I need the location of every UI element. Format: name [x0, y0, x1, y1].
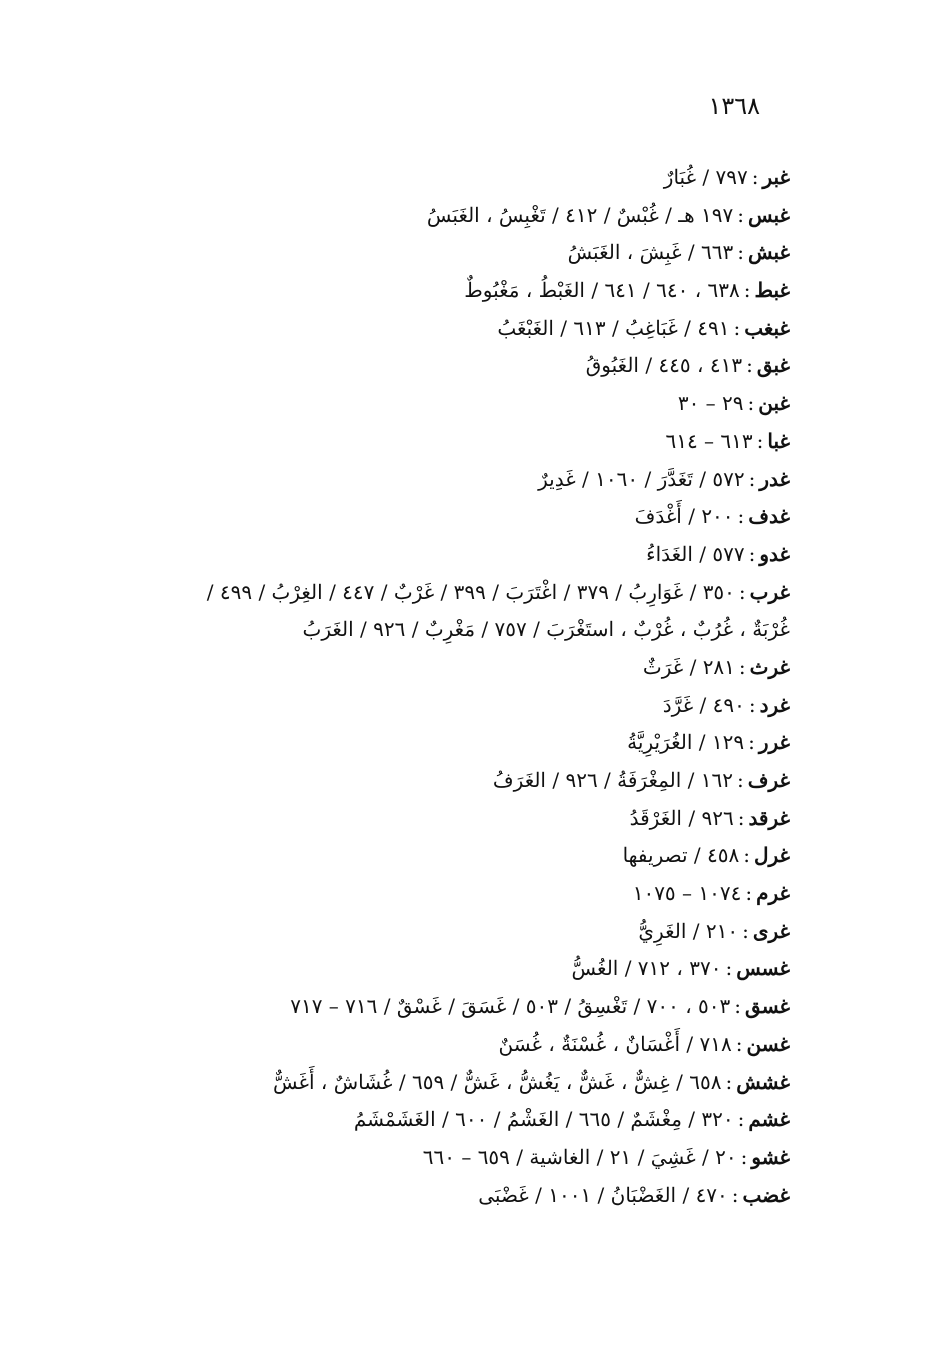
entry-references: ٥٧٧ / الغَدَاءُ	[646, 541, 745, 566]
root-separator: :	[756, 428, 764, 453]
entry-references: ٣٥٠ / غَوَارِبُ / ٣٧٩ / اغْتَرَبَ / ٣٩٩ / غَرْبٌ / ٤٤٧ / الغِرْبُ / ٤٩٩ /	[206, 579, 735, 604]
index-entry	[100, 385, 790, 423]
entry-references: ٦٥٨ / غِشٌّ ، غَشٌّ ، يَغُشُّ ، غَشٌّ / ٦٥٩ / غُشَاشٌ ، أَغَشٌّ	[273, 1069, 722, 1094]
index-entry	[100, 159, 790, 197]
root-separator: :	[742, 918, 749, 943]
page-number: ١٣٦٨	[708, 92, 760, 120]
index-entry	[100, 197, 790, 235]
index-entry	[100, 234, 790, 272]
entry-references: ٦٦٣ / غَبِشَ ، الغَبَشُ	[567, 240, 734, 265]
entry-root: غضب	[742, 1182, 790, 1207]
root-separator: :	[725, 1069, 733, 1094]
root-separator: :	[745, 881, 753, 906]
entry-root: غبن	[758, 391, 790, 416]
index-entry	[100, 649, 790, 687]
index-entry	[100, 913, 790, 951]
entry-root: غبغب	[744, 315, 790, 340]
entry-references: غُرْبَةٌ ، غُرُبٌ ، غُرْبٌ ، استَغْرَبَ / ٧٥٧ / مَغْرِبٌ / ٩٢٦ / الغَرَبُ	[302, 617, 790, 642]
entry-root: غسن	[746, 1031, 790, 1056]
entry-references: ٩٢٦ / الغَرْقَدُ	[629, 805, 734, 830]
entry-references: ١٢٩ / الغُرَيْرِيَّةُ	[627, 730, 745, 755]
root-separator: :	[734, 994, 742, 1019]
index-entry	[100, 1177, 790, 1215]
index-entry	[100, 1139, 790, 1177]
entry-references: ٢٠ / غَشِيَ / ٢١ / الغاشية / ٦٥٩ – ٦٦٠	[422, 1144, 737, 1169]
root-separator: :	[725, 956, 733, 981]
entry-root: غرى	[752, 918, 790, 943]
index-entry	[100, 1026, 790, 1064]
root-separator: :	[748, 466, 756, 491]
entry-root: غبط	[754, 278, 790, 303]
root-separator: :	[733, 315, 741, 340]
entry-root: غرف	[747, 768, 790, 792]
entry-references: ٤٩١ / غَبَاغِبُ / ٦١٣ / الغَبْغَبُ	[497, 315, 730, 340]
index-entry	[100, 1101, 790, 1139]
entry-root: غبس	[748, 202, 790, 227]
entry-root: غسس	[736, 956, 790, 981]
root-separator: :	[737, 202, 744, 227]
entry-root: غرر	[758, 730, 790, 755]
entry-references: ٢٠٠ / أَغْدَفَ	[634, 504, 734, 529]
entry-root: غبا	[767, 428, 790, 453]
root-separator: :	[737, 768, 744, 792]
entry-root: غبر	[762, 165, 790, 189]
root-separator: :	[748, 541, 756, 566]
index-entry	[100, 687, 790, 725]
entry-references: ١٩٧ هـ / غُبْسٌ / ٤١٢ / تَغْبِسُ ، الغَبَسُ	[426, 202, 734, 227]
root-separator: :	[743, 843, 750, 868]
entry-references: ٣٧٠ ، ٧١٢ / الغُسُّ	[571, 956, 722, 981]
index-entry	[100, 950, 790, 988]
entry-references: ٤٥٨ / تصريفها	[622, 843, 740, 868]
index-entry	[100, 536, 790, 574]
index-entry	[100, 988, 790, 1026]
root-separator: :	[748, 730, 755, 755]
index-entry	[100, 574, 790, 612]
entry-root: غشم	[748, 1107, 790, 1132]
root-separator: :	[737, 805, 745, 830]
entry-root: غدف	[748, 504, 790, 529]
index-entry	[100, 498, 790, 536]
entry-root: غبش	[748, 240, 790, 265]
entry-root: غشش	[736, 1069, 790, 1094]
index-entry	[100, 875, 790, 913]
root-separator: :	[737, 1107, 745, 1132]
entry-root: غرم	[756, 881, 790, 906]
index-entry	[100, 724, 790, 762]
index-entry	[100, 423, 790, 461]
entry-root: غشو	[751, 1144, 790, 1169]
index-entry	[100, 272, 790, 310]
root-separator: :	[746, 353, 753, 378]
entry-references: ٢١٠ / الغَرِيُّ	[638, 918, 739, 943]
index-entry	[100, 461, 790, 499]
entry-root: غبق	[756, 353, 790, 378]
entry-root: غدر	[759, 466, 790, 491]
root-separator: :	[748, 692, 756, 717]
root-separator: :	[747, 391, 755, 416]
root-separator: :	[738, 654, 746, 679]
index-entry	[100, 310, 790, 348]
root-separator: :	[743, 278, 751, 303]
entry-references: ٦١٣ – ٦١٤	[665, 428, 753, 453]
entry-references: ١٦٢ / المِغْرَفَةُ / ٩٢٦ / الغَرَفُ	[492, 768, 734, 792]
root-separator: :	[738, 579, 746, 604]
entry-references: ١٠٧٤ – ١٠٧٥	[632, 881, 742, 906]
index-entry	[100, 1064, 790, 1102]
index-entry	[100, 347, 790, 385]
entry-root: غرد	[759, 692, 790, 717]
entry-root: غرقد	[748, 805, 790, 830]
root-separator: :	[737, 240, 744, 265]
entry-root: غرث	[749, 654, 790, 679]
index-entry	[100, 837, 790, 875]
root-separator: :	[737, 504, 745, 529]
entry-references: ٣٢٠ / مِغْشَمٌ / ٦٦٥ / الغَشْمُ / ٦٠٠ / الغَشَمْشَمُ	[353, 1107, 734, 1132]
entry-references: ٦٣٨ ، ٦٤٠ / ٦٤١ / الغَبْطُ ، مَغْبُوطٌ	[464, 278, 740, 303]
index-entries	[100, 159, 790, 1214]
entry-references: ٤١٣ ، ٤٤٥ / الغَبُوقُ	[585, 353, 743, 378]
root-separator: :	[735, 1031, 743, 1056]
entry-root: غرل	[753, 843, 790, 868]
root-separator: :	[751, 165, 759, 189]
entry-references: ٥٧٢ / تَغَدَّرَ / ١٠٦٠ / غَدِيرٌ	[538, 466, 745, 491]
entry-references: ٧٩٧ / غُبَارٌ	[663, 165, 748, 189]
entry-references: ٧١٨ / أَغْسَانٌ ، غُسْنَةٌ ، غُسَنٌ	[498, 1031, 732, 1056]
entry-references: ٤٩٠ / غَرَّدَ	[662, 692, 745, 717]
entry-references: ٢٩ – ٣٠	[677, 391, 744, 416]
index-entry	[100, 611, 790, 649]
entry-root: غسق	[745, 994, 790, 1019]
entry-references: ٤٧٠ / الغَضْبَانُ / ١٠٠١ / غَضْبَى	[478, 1182, 728, 1207]
index-entry	[100, 762, 790, 800]
entry-references: ٢٨١ / غَرَثٌ	[642, 654, 735, 679]
root-separator: :	[731, 1182, 739, 1207]
entry-root: غرب	[749, 579, 790, 604]
index-entry	[100, 800, 790, 838]
entry-references: ٥٠٣ ، ٧٠٠ / تَغْسِقُ / ٥٠٣ / غَسَقَ / غَسْقٌ / ٧١٦ – ٧١٧	[290, 994, 731, 1019]
root-separator: :	[740, 1144, 748, 1169]
entry-root: غدو	[759, 541, 790, 566]
